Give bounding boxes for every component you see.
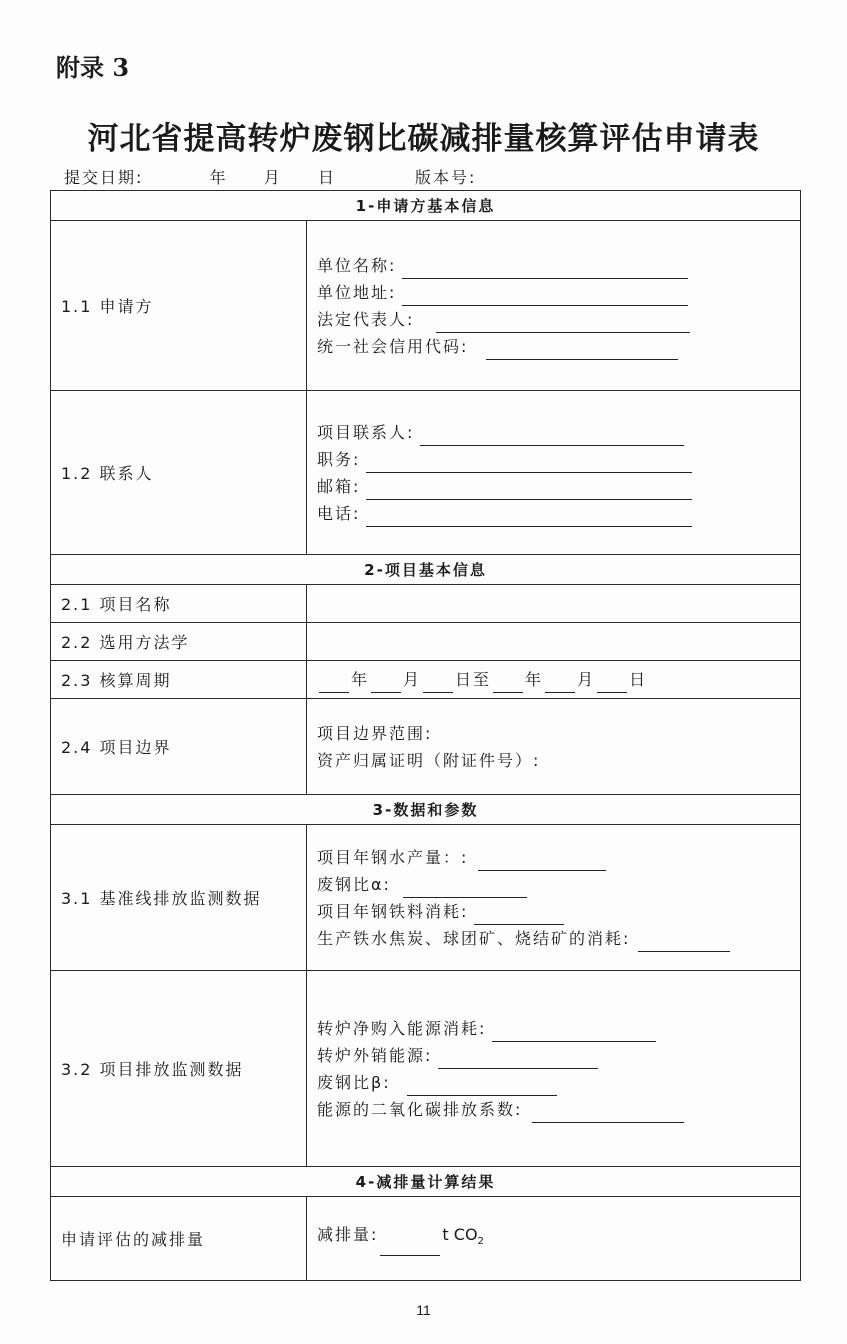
scrap-beta-blank[interactable] [407,1077,557,1096]
period-label: 2.3 核算周期 [51,661,307,699]
iron-consumption-row[interactable] [317,898,790,925]
net-energy-label: 转炉净购入能源消耗: [317,1018,487,1038]
materials-label: 生产铁水焦炭、球团矿、烧结矿的消耗: [317,928,631,948]
month-label: 月 [263,168,282,187]
materials-row[interactable] [317,925,790,952]
scrap-beta-row[interactable] [317,1069,790,1096]
period-field [307,661,801,699]
appendix-label: 附录 3 [56,53,130,82]
baseline-fields [307,825,801,971]
unit-subscript: 2 [477,1236,484,1248]
position-label: 职务: [317,449,361,469]
scrap-alpha-row[interactable] [317,871,790,898]
section-applicant-info: 1-申请方基本信息 [51,191,801,221]
exported-energy-blank[interactable] [438,1050,598,1069]
unit-address-row[interactable] [317,279,790,306]
unit-address-label: 单位地址: [317,282,397,302]
exported-energy-row[interactable] [317,1042,790,1069]
steel-output-blank[interactable] [478,852,606,871]
period-year-text: 年 [351,670,370,689]
net-energy-blank[interactable] [492,1023,656,1042]
version-line [415,165,476,188]
steel-output-label: 项目年钢水产量：: [317,847,469,867]
period-month-text: 月 [403,670,422,689]
applicant-fields [307,221,801,391]
net-energy-row[interactable] [317,1015,790,1042]
page-number: 11 [416,1302,431,1318]
legal-rep-blank[interactable] [436,314,690,333]
credit-code-row[interactable] [317,333,790,360]
email-row[interactable] [317,473,790,500]
applicant-label: 1.1 申请方 [51,221,307,391]
contact-person-blank[interactable] [420,427,684,446]
method-field[interactable] [307,623,801,661]
materials-blank[interactable] [638,933,730,952]
baseline-label: 3.1 基准线排放监测数据 [51,825,307,971]
phone-row[interactable] [317,500,790,527]
contact-fields [307,391,801,555]
scrap-beta-label: 废钢比β: [317,1072,391,1092]
submit-date-line [64,165,336,188]
emission-factor-blank[interactable] [532,1104,684,1123]
email-blank[interactable] [366,481,692,500]
boundary-scope-text: 项目边界范围: [317,723,433,743]
boundary-field [307,699,801,795]
unit-address-blank[interactable] [402,287,688,306]
period-year-blank[interactable] [319,674,349,693]
project-emission-fields [307,971,801,1167]
section-data-params: 3-数据和参数 [51,795,801,825]
period-day2-blank[interactable] [597,674,627,693]
project-name-field[interactable] [307,585,801,623]
credit-code-label: 统一社会信用代码: [317,336,469,356]
unit-name-blank[interactable] [402,260,688,279]
section-project-info: 2-项目基本信息 [51,555,801,585]
year-label: 年 [209,168,228,187]
period-day-to-text: 日至 [455,670,492,689]
reduction-label: 减排量: [317,1225,379,1245]
reduction-unit [442,1225,484,1248]
period-day2-text: 日 [629,670,648,689]
project-emission-label: 3.2 项目排放监测数据 [51,971,307,1167]
period-day-blank[interactable] [423,674,453,693]
unit-name-row[interactable] [317,252,790,279]
legal-rep-label: 法定代表人: [317,309,415,329]
asset-proof-text: 资产归属证明（附证件号）: [317,750,541,770]
period-month2-blank[interactable] [545,674,575,693]
period-year2-blank[interactable] [493,674,523,693]
section-result: 4-减排量计算结果 [51,1167,801,1197]
contact-person-label: 项目联系人: [317,422,415,442]
position-row[interactable] [317,446,790,473]
version-label: 版本号: [415,168,477,187]
unit-name-label: 单位名称: [317,255,397,275]
application-form-table [50,190,801,1281]
credit-code-blank[interactable] [486,341,678,360]
iron-consumption-label: 项目年钢铁料消耗: [317,901,469,921]
day-label: 日 [318,168,337,187]
page-title: 河北省提高转炉废钢比碳减排量核算评估申请表 [87,121,760,157]
submit-date-label: 提交日期: [64,168,144,187]
scrap-alpha-label: 废钢比α: [317,874,391,894]
iron-consumption-blank[interactable] [474,906,564,925]
contact-label: 1.2 联系人 [51,391,307,555]
email-label: 邮箱: [317,476,361,496]
result-field [307,1197,801,1281]
method-label: 2.2 选用方法学 [51,623,307,661]
result-label: 申请评估的减排量 [51,1197,307,1281]
boundary-label: 2.4 项目边界 [51,699,307,795]
phone-label: 电话: [317,503,361,523]
phone-blank[interactable] [366,508,692,527]
contact-person-row[interactable] [317,419,790,446]
reduction-blank[interactable] [380,1237,440,1256]
steel-output-row[interactable] [317,844,790,871]
emission-factor-row[interactable] [317,1096,790,1123]
position-blank[interactable] [366,454,692,473]
period-month-blank[interactable] [371,674,401,693]
exported-energy-label: 转炉外销能源: [317,1045,433,1065]
period-year2-text: 年 [525,670,544,689]
scrap-alpha-blank[interactable] [403,879,527,898]
unit-text: t CO [442,1225,478,1245]
emission-factor-label: 能源的二氧化碳排放系数: [317,1099,523,1119]
legal-rep-row[interactable] [317,306,790,333]
project-name-label: 2.1 项目名称 [51,585,307,623]
period-month2-text: 月 [577,670,596,689]
